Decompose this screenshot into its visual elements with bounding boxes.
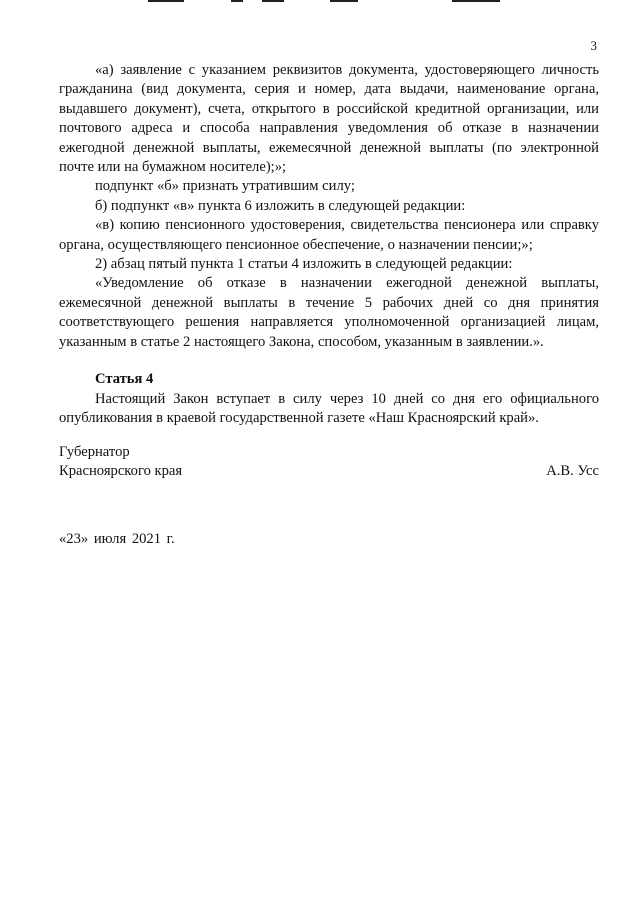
document-date: «23» июля 2021 г. [59,531,175,547]
page-number: 3 [590,38,597,53]
paragraph-6: «Уведомление об отказе в назначении ежегодной денежной выплаты, ежемесячной денежной выплаты в течение 5 рабочих дней со дня принятия соответствующего решения направляется уполномоченной организацией лицам, указанным в статье 2 настоящего Закона, способом, указанным в заявлении.». [59,275,599,350]
article-text: Настоящий Закон вступает в силу через 10 дней со дня его официального опубликования в краевой государственной газете «Наш Красноярский край». [59,390,599,426]
paragraph-4: «в) копию пенсионного удостоверения, свидетельства пенсионера или справку органа, осуществляющего пенсионное обеспечение, о назначении пенсии;»; [59,217,599,253]
signature-name: А.В. Усс [546,463,599,480]
signature-title-line-1: Губернатор [59,444,130,460]
signature-title-line-2: Красноярского края [59,463,183,480]
top-rule-5 [452,0,500,2]
paragraph-5: 2) абзац пятый пункта 1 статьи 4 изложить в следующей редакции: [95,256,513,273]
top-rule-3 [262,0,284,2]
paragraph-3: б) подпункт «в» пункта 6 изложить в следующей редакции: [95,197,466,214]
article-heading: Статья 4 [95,371,154,388]
top-rule-1 [148,0,184,2]
top-rule-4 [330,0,358,2]
document-body [59,61,599,428]
paragraph-1: «а) заявление с указанием реквизитов документа, удостоверяющего личность гражданина (вид документа, серия и номер, дата выдачи, наименование органа, выдавшего документ), счета, открытого в российской кредитной организации, или почтового адреса и способа направления уведомления об отказе в назначении ежегодной денежной выплаты, ежемесячной денежной выплаты (по электронной почте или на бумажном носителе);»; [59,62,599,176]
paragraph-2: подпункт «б» признать утратившим силу; [95,178,355,195]
top-rule-2 [231,0,243,2]
signature-block [59,443,599,482]
